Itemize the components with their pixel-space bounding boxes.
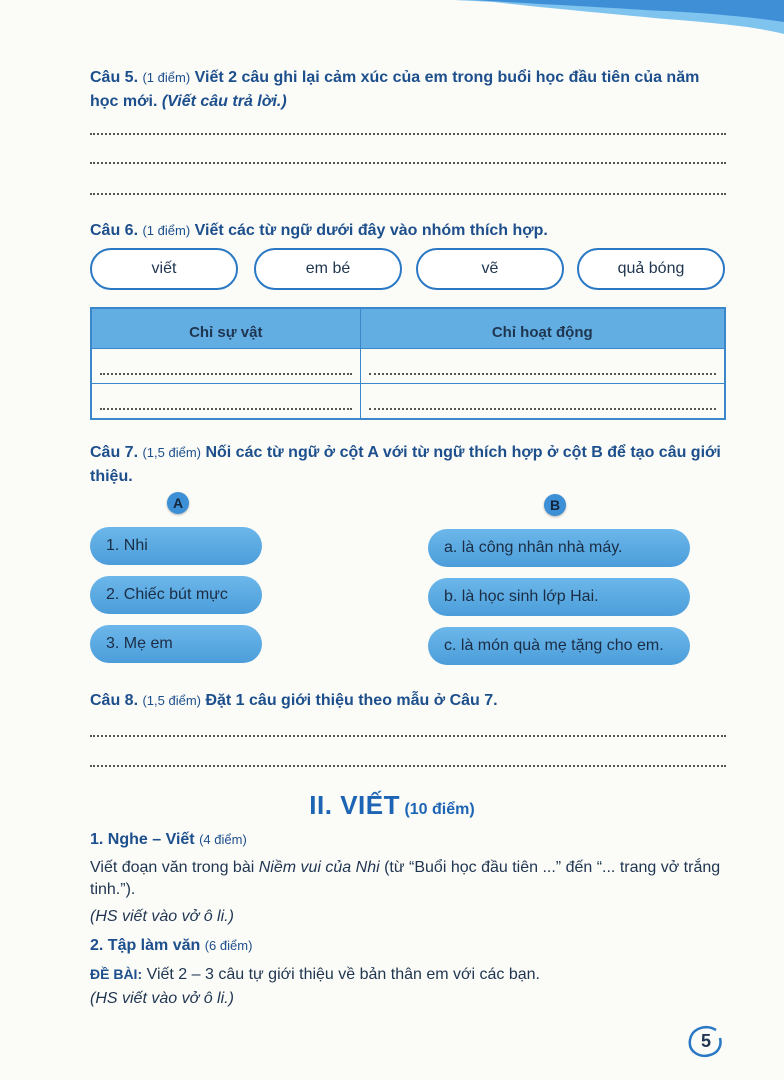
part1-heading: 1. Nghe – Viết xyxy=(90,831,195,848)
word-pill: em bé xyxy=(254,248,402,290)
word-pill: viết xyxy=(90,248,238,290)
section-title xyxy=(0,790,784,821)
answer-cell[interactable] xyxy=(360,384,725,420)
q6-text: Viết các từ ngữ dưới đây vào nhóm thích hợp. xyxy=(194,222,548,239)
question-8 xyxy=(90,689,726,713)
answer-line[interactable] xyxy=(90,133,726,135)
q5-points: (1 điểm) xyxy=(142,70,191,85)
q5-text: Viết 2 câu ghi lại cảm xúc của em trong buổi học đầu tiên của năm học mới. xyxy=(90,69,700,110)
part1-text-title: Niềm vui của Nhi xyxy=(258,859,380,876)
part1-note: (HS viết vào vở ô li.) xyxy=(90,908,234,925)
part2-text: Viết 2 – 3 câu tự giới thiệu về bản thân em với các bạn. xyxy=(146,966,540,983)
column-b-item[interactable]: b. là học sinh lớp Hai. xyxy=(428,578,690,616)
part1-title xyxy=(90,829,726,851)
question-5 xyxy=(90,66,726,114)
part2-title xyxy=(90,935,726,957)
answer-line[interactable] xyxy=(90,765,726,767)
q7-points: (1,5 điểm) xyxy=(142,445,201,460)
part2-heading: 2. Tập làm văn xyxy=(90,937,201,954)
column-b-badge: B xyxy=(544,494,566,516)
q5-note: (Viết câu trả lời.) xyxy=(161,93,287,110)
question-7 xyxy=(90,441,726,489)
grouping-table xyxy=(90,307,726,420)
column-a-badge: A xyxy=(167,492,189,514)
part2-label: ĐỀ BÀI: xyxy=(90,966,143,982)
part2-note: (HS viết vào vở ô li.) xyxy=(90,990,234,1007)
answer-line[interactable] xyxy=(90,193,726,195)
q5-number: Câu 5. xyxy=(90,69,139,86)
column-b-item[interactable]: c. là món quà mẹ tặng cho em. xyxy=(428,627,690,665)
part1-text-post: (từ “Buổi học đầu tiên ...” đến “... trang vở trắng tinh.”). xyxy=(90,859,721,898)
q7-number: Câu 7. xyxy=(90,444,139,461)
section-points: (10 điểm) xyxy=(404,801,475,818)
column-a-item[interactable]: 2. Chiếc bút mực xyxy=(90,576,262,614)
q7-text: Nối các từ ngữ ở cột A với từ ngữ thích hợp ở cột B để tạo câu giới thiệu. xyxy=(90,444,721,485)
col-header-things: Chỉ sự vật xyxy=(91,308,360,349)
q8-number: Câu 8. xyxy=(90,692,139,709)
answer-line[interactable] xyxy=(90,162,726,164)
part2-points: (6 điểm) xyxy=(204,938,253,953)
word-pill: vẽ xyxy=(416,248,564,290)
question-6 xyxy=(90,219,726,243)
answer-cell[interactable] xyxy=(91,349,360,384)
header-wave-decoration xyxy=(454,0,784,34)
part1-text-pre: Viết đoạn văn trong bài xyxy=(90,859,259,876)
section-heading: II. VIẾT xyxy=(309,790,400,820)
part1-instruction xyxy=(90,857,726,901)
page-number: 5 xyxy=(700,1030,711,1051)
q8-points: (1,5 điểm) xyxy=(142,693,201,708)
answer-cell[interactable] xyxy=(360,349,725,384)
column-a-item[interactable]: 3. Mẹ em xyxy=(90,625,262,663)
column-b-item[interactable]: a. là công nhân nhà máy. xyxy=(428,529,690,567)
part2-instruction xyxy=(90,963,726,986)
q6-points: (1 điểm) xyxy=(142,223,191,238)
answer-cell[interactable] xyxy=(91,384,360,420)
q8-text: Đặt 1 câu giới thiệu theo mẫu ở Câu 7. xyxy=(205,692,498,709)
part1-points: (4 điểm) xyxy=(199,832,247,847)
q6-number: Câu 6. xyxy=(90,222,139,239)
answer-line[interactable] xyxy=(90,735,726,737)
col-header-actions: Chỉ hoạt động xyxy=(360,308,725,349)
column-a-item[interactable]: 1. Nhi xyxy=(90,527,262,565)
word-pill: quả bóng xyxy=(577,248,725,290)
